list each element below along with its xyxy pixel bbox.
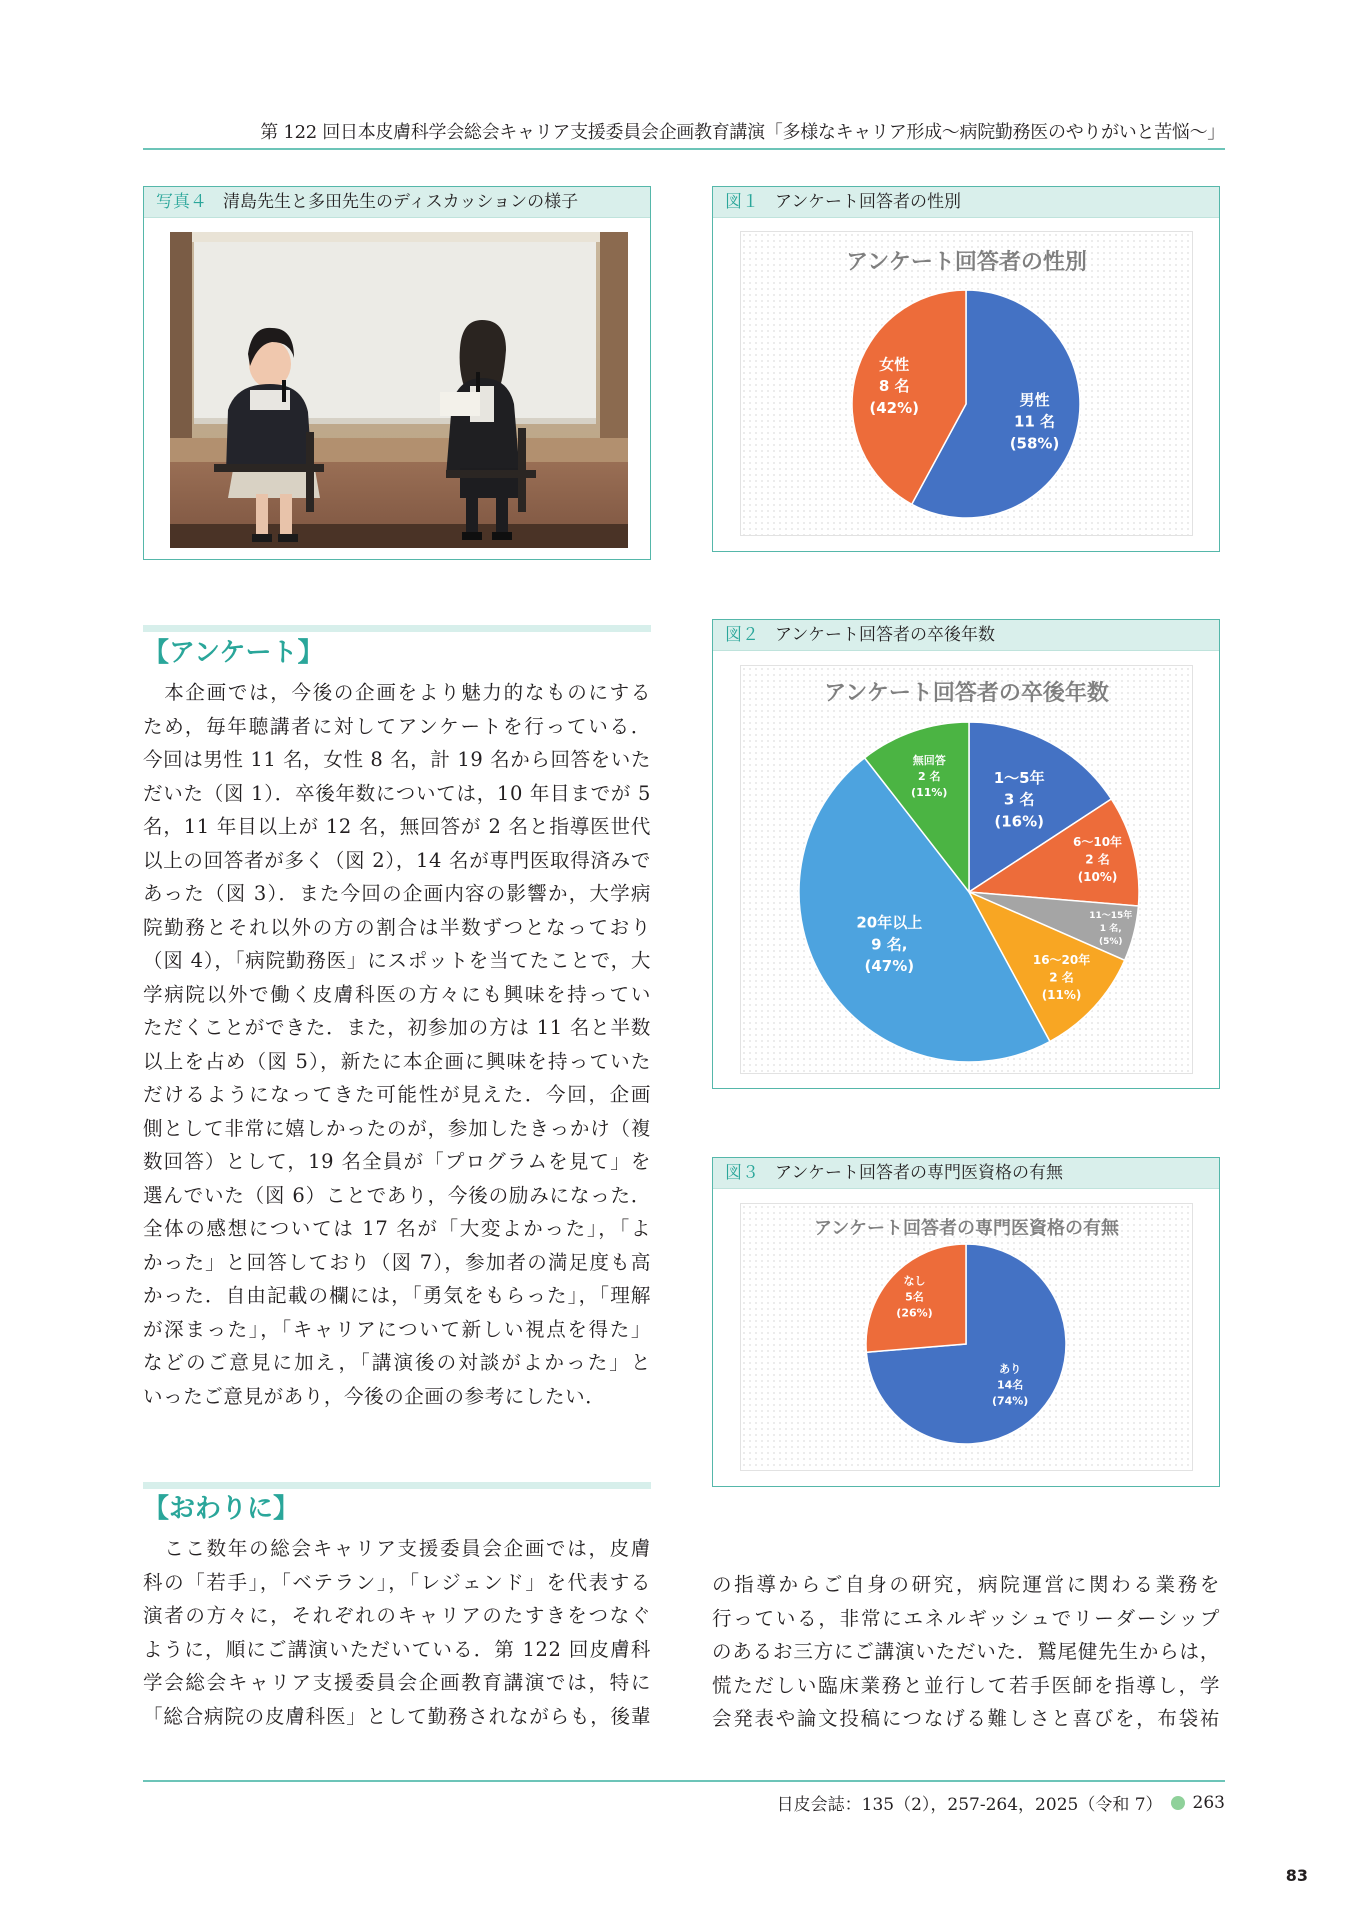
figure-1-caption-text: アンケート回答者の性別 xyxy=(775,192,961,212)
survey-text-line: かった」と回答しており（図 7），参加者の満足度も高 xyxy=(143,1250,651,1274)
slice-label: なし xyxy=(903,1274,926,1288)
header-rule xyxy=(143,148,1225,150)
survey-text-line: 学病院以外で働く皮膚科医の方々にも興味を持ってい xyxy=(143,982,651,1006)
photo-4-caption xyxy=(144,187,650,218)
slice-label: 20年以上 xyxy=(856,913,923,932)
survey-text-line: かった．自由記載の欄には，「勇気をもらった」，「理解 xyxy=(143,1284,651,1307)
survey-text-line: 選んでいた（図 6）ことであり，今後の励みになった． xyxy=(143,1183,651,1207)
footer-rule xyxy=(143,1780,1225,1782)
survey-heading: 【アンケート】 xyxy=(143,638,324,668)
figure-3-caption xyxy=(713,1158,1219,1189)
photo-4-box xyxy=(143,186,651,560)
photo-4-number: 写真４ xyxy=(156,192,207,212)
chart-title: アンケート回答者の性別 xyxy=(846,250,1087,275)
survey-text-line: 以上の回答者が多く（図 2），14 名が専門医取得済みで xyxy=(143,848,651,872)
survey-text-line: が深まった」，「キャリアについて新しい視点を得た」 xyxy=(143,1317,651,1341)
slice-label: 16〜20年 xyxy=(1032,953,1091,968)
slice-label: 6〜10年 xyxy=(1073,835,1123,850)
journal-footer xyxy=(777,1790,1225,1815)
slice-count: 5名 xyxy=(905,1290,924,1304)
survey-body xyxy=(143,676,651,1413)
slice-pct: (26%) xyxy=(896,1306,933,1320)
chart-title: アンケート回答者の卒後年数 xyxy=(824,681,1109,706)
slice-pct: (58%) xyxy=(1009,434,1060,453)
survey-text-line: などのご意見に加え，「講演後の対談がよかった」と xyxy=(143,1351,651,1374)
slice-label: 女性 xyxy=(879,355,910,374)
figure-3-chart xyxy=(740,1203,1193,1471)
slice-pct: (16%) xyxy=(994,812,1044,831)
survey-text-line: 本企画では，今後の企画をより魅力的なものにする xyxy=(143,681,651,704)
photo-4-caption-text: 清島先生と多田先生のディスカッションの様子 xyxy=(223,192,579,212)
bullet-dot-icon xyxy=(1171,1796,1185,1810)
survey-text-line: いったご意見があり，今後の企画の参考にしたい． xyxy=(143,1384,606,1408)
slice-count: 9 名, xyxy=(871,935,908,954)
figure-2-chart xyxy=(740,665,1193,1074)
figure-3-box xyxy=(712,1157,1220,1487)
slice-label: 無回答 xyxy=(912,754,946,768)
right-text-line: 行っている，非常にエネルギッシュでリーダーシップ xyxy=(712,1606,1220,1630)
right-text-line: のあるお三方にご講演いただいた．鷲尾健先生からは， xyxy=(712,1640,1220,1663)
survey-text-line: 数回答）として，19 名全員が「プログラムを見て」を xyxy=(143,1150,651,1173)
figure-3-number: 図３ xyxy=(725,1163,759,1183)
running-head: 第 122 回日本皮膚科学会総会キャリア支援委員会企画教育講演「多様なキャリア形成〜病院勤務医のやりがいと苦悩〜」 xyxy=(260,122,1225,143)
chart-title: アンケート回答者の専門医資格の有無 xyxy=(814,1218,1119,1239)
closing-body xyxy=(143,1532,651,1733)
slice-pct: (10%) xyxy=(1077,870,1118,885)
slice-count: 3 名 xyxy=(1003,790,1035,809)
survey-text-line: ただくことができた．また，初参加の方は 11 名と半数 xyxy=(143,1016,651,1039)
survey-section-rule xyxy=(143,625,651,632)
journal-citation: 日皮会誌：135（2），257-264，2025（令和 7） xyxy=(776,1795,1163,1815)
closing-text-line: 「総合病院の皮膚科医」として勤務されながらも，後輩 xyxy=(143,1704,651,1728)
survey-text-line: だけるようになってきた可能性が見えた．今回，企画 xyxy=(143,1083,651,1106)
closing-text-line: ように，順にご講演いただいている．第 122 回皮膚科 xyxy=(143,1637,651,1661)
figure-1-number: 図１ xyxy=(725,192,759,212)
survey-text-line: 全体の感想については 17 名が「大変よかった」，「よ xyxy=(143,1217,651,1240)
slice-count: 11 名 xyxy=(1013,412,1056,431)
closing-text-line: 演者の方々に，それぞれのキャリアのたすきをつなぐ xyxy=(143,1604,651,1627)
slice-pct: (47%) xyxy=(864,957,915,976)
slice-pct: (42%) xyxy=(869,398,919,417)
slice-pct: (11%) xyxy=(911,786,948,800)
slice-label: 男性 xyxy=(1019,390,1050,409)
survey-text-line: 今回は男性 11 名，女性 8 名，計 19 名から回答をいた xyxy=(143,748,651,771)
slice-count: 14名 xyxy=(996,1378,1024,1392)
survey-text-line: 以上を占め（図 5），新たに本企画に興味を持っていた xyxy=(143,1049,651,1073)
journal-page: 263 xyxy=(1192,1792,1225,1813)
page-number: 83 xyxy=(1285,1866,1308,1885)
slice-count: 2 名 xyxy=(1049,970,1074,985)
slice-count: 8 名 xyxy=(878,377,910,396)
survey-text-line: あった（図 3）．また今回の企画内容の影響か，大学病 xyxy=(143,882,651,905)
figure-3-caption-text: アンケート回答者の専門医資格の有無 xyxy=(775,1163,1063,1183)
survey-text-line: 側として非常に嬉しかったのが，参加したきっかけ（複 xyxy=(143,1116,651,1140)
right-text-line: 慌ただしい臨床業務と並行して若手医師を指導し，学 xyxy=(712,1673,1220,1697)
figure-1-box xyxy=(712,186,1220,552)
right-text-line: の指導からご自身の研究，病院運営に関わる業務を xyxy=(712,1573,1220,1596)
closing-text-line: 科の「若手」，「ベテラン」，「レジェンド」を代表する xyxy=(143,1570,651,1594)
slice-count: 2 名 xyxy=(918,770,941,784)
slice-count: 1 名, xyxy=(1099,924,1122,935)
figure-1-chart xyxy=(740,231,1193,536)
slice-pct: (11%) xyxy=(1041,987,1082,1002)
survey-text-line: ため，毎年聴講者に対してアンケートを行っている． xyxy=(143,714,651,738)
survey-text-line: （図 4），「病院勤務医」にスポットを当てたことで，大 xyxy=(143,949,651,972)
slice-label: あり xyxy=(999,1362,1022,1376)
right-text-line: 会発表や論文投稿につなげる難しさと喜びを，布袋祐 xyxy=(712,1707,1220,1730)
figure-2-box xyxy=(712,619,1220,1089)
closing-text-line: ここ数年の総会キャリア支援委員会企画では，皮膚 xyxy=(143,1537,651,1560)
figure-1-caption xyxy=(713,187,1219,218)
discussion-photo xyxy=(170,232,628,548)
slice-label: 11〜15年 xyxy=(1089,910,1133,921)
figure-2-number: 図２ xyxy=(725,625,759,645)
survey-text-line: 院勤務とそれ以外の方の割合は半数ずつとなっており xyxy=(143,915,651,939)
slice-pct: (74%) xyxy=(991,1394,1029,1408)
closing-heading: 【おわりに】 xyxy=(143,1494,300,1524)
figure-2-caption-text: アンケート回答者の卒後年数 xyxy=(775,625,995,645)
slice-pct: (5%) xyxy=(1098,937,1123,948)
survey-text-line: だいた（図 1）．卒後年数については，10 年目までが 5 xyxy=(143,781,651,805)
survey-text-line: 名，11 年目以上が 12 名，無回答が 2 名と指導医世代 xyxy=(143,815,651,838)
figure-2-caption xyxy=(713,620,1219,651)
slice-label: 1〜5年 xyxy=(993,768,1045,787)
slice-count: 2 名 xyxy=(1085,852,1110,867)
closing-text-line: 学会総会キャリア支援委員会企画教育講演では，特に xyxy=(143,1671,651,1694)
right-column-body xyxy=(712,1568,1220,1736)
